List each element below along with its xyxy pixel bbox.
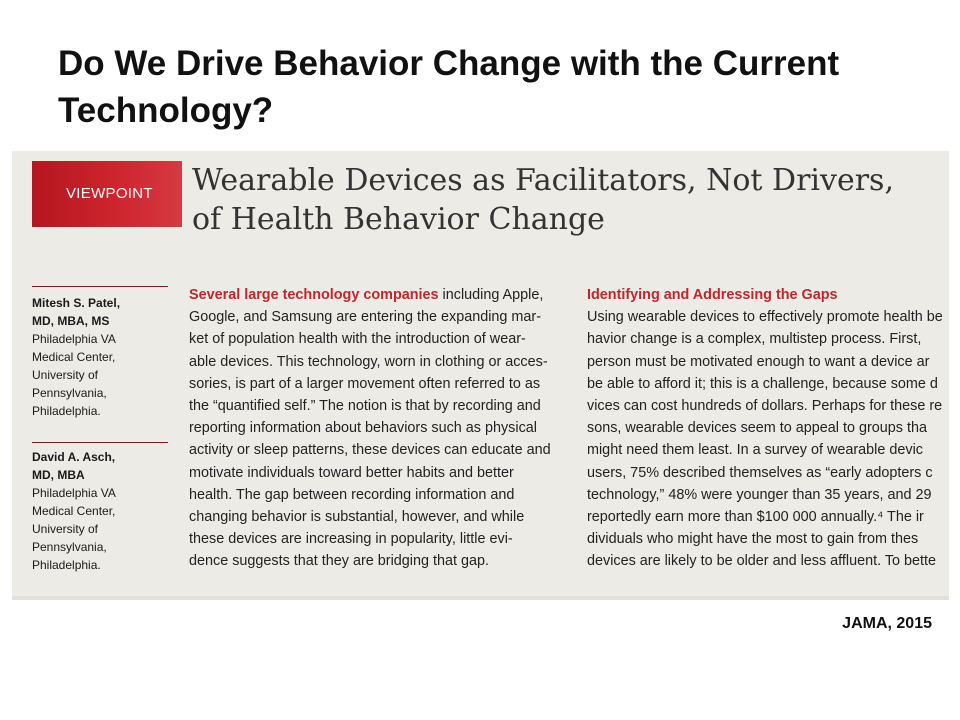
author-name-line: David A. Asch, [32, 450, 116, 464]
author-affiliation-line: University of [32, 522, 99, 536]
body-text-line: sons, wearable devices seem to appeal to groups tha [587, 420, 927, 437]
body-text-line: these devices are increasing in popularity, little evi- [189, 531, 513, 548]
body-text-line: activity or sleep patterns, these devices can educate and [189, 442, 551, 459]
body-text-line: vices can cost hundreds of dollars. Perhaps for these re [587, 398, 943, 415]
slide-title-line-2: Technology? [58, 91, 274, 130]
lead-in-text: Several large technology companies [189, 287, 439, 303]
article-right-column [587, 284, 949, 573]
headline-line-2: of Health Behavior Change [192, 202, 605, 237]
author-name-line: MD, MBA [32, 468, 85, 482]
section-tag: VIEWPOINT [66, 185, 153, 202]
body-text-line: reportedly earn more than $100 000 annually.⁴ The ir [587, 509, 924, 526]
body-text-line: be able to afford it; this is a challenge, because some d [587, 375, 938, 392]
author-affiliation-line: Pennsylvania, [32, 540, 107, 554]
author-name-line: Mitesh S. Patel, [32, 296, 121, 310]
author-affiliation-line: Philadelphia. [32, 558, 101, 572]
viewpoint-tab [32, 161, 182, 227]
body-text-line: users, 75% described themselves as “early adopters c [587, 464, 933, 481]
section-heading: Identifying and Addressing the Gaps [587, 287, 838, 303]
body-text-line [189, 284, 565, 306]
body-text-line: might need them least. In a survey of wearable devic [587, 442, 923, 459]
author-affiliation-line: Philadelphia VA [32, 486, 116, 500]
body-text-line: devices are likely to be older and less affluent. To bette [587, 553, 937, 570]
author-affiliation-line: Philadelphia VA [32, 332, 116, 346]
body-text-line: changing behavior is substantial, however, and while [189, 509, 525, 526]
author-divider [32, 442, 168, 443]
lead-line-rest: including Apple, [438, 287, 544, 303]
author-block [32, 294, 182, 420]
body-text-line: the “quantified self.” The notion is that by recording and [189, 398, 541, 415]
slide-title [58, 40, 938, 134]
body-text-line: Using wearable devices to effectively promote health be [587, 309, 943, 326]
body-text-line: havior change is a complex, multistep process. First, [587, 331, 922, 348]
body-text-line: sories, is part of a larger movement often referred to as [189, 375, 541, 392]
author-name-line: MD, MBA, MS [32, 314, 110, 328]
author-affiliation-line: Philadelphia. [32, 404, 101, 418]
body-text-line: dividuals who might have the most to gain from thes [587, 531, 919, 548]
author-affiliation-line: Pennsylvania, [32, 386, 107, 400]
body-text-line: ket of population health with the introduction of wear- [189, 331, 526, 348]
author-block [32, 448, 182, 574]
article-left-column [189, 284, 565, 573]
body-text-line: dence suggests that they are bridging that gap. [189, 553, 490, 570]
author-affiliation-line: Medical Center, [32, 504, 116, 518]
citation: JAMA, 2015 [842, 615, 932, 632]
clipping-edge [12, 596, 949, 600]
body-text-line: reporting information about behaviors such as physical [189, 420, 537, 437]
author-affiliation-line: Medical Center, [32, 350, 116, 364]
body-text-line: motivate individuals toward better habits and better [189, 464, 514, 481]
body-text-line: able devices. This technology, worn in clothing or acces- [189, 353, 548, 370]
author-divider [32, 286, 168, 287]
body-text-line: technology,” 48% were younger than 35 years, and 29 [587, 486, 932, 503]
slide-title-line-1: Do We Drive Behavior Change with the Current [58, 44, 840, 83]
article-headline [192, 161, 894, 239]
body-text-line: health. The gap between recording information and [189, 486, 515, 503]
body-text-line: person must be motivated enough to want a device ar [587, 353, 930, 370]
author-affiliation-line: University of [32, 368, 99, 382]
article-clipping [12, 151, 949, 600]
headline-line-1: Wearable Devices as Facilitators, Not Drivers, [192, 163, 894, 198]
body-text-line: Google, and Samsung are entering the expanding mar- [189, 309, 541, 326]
